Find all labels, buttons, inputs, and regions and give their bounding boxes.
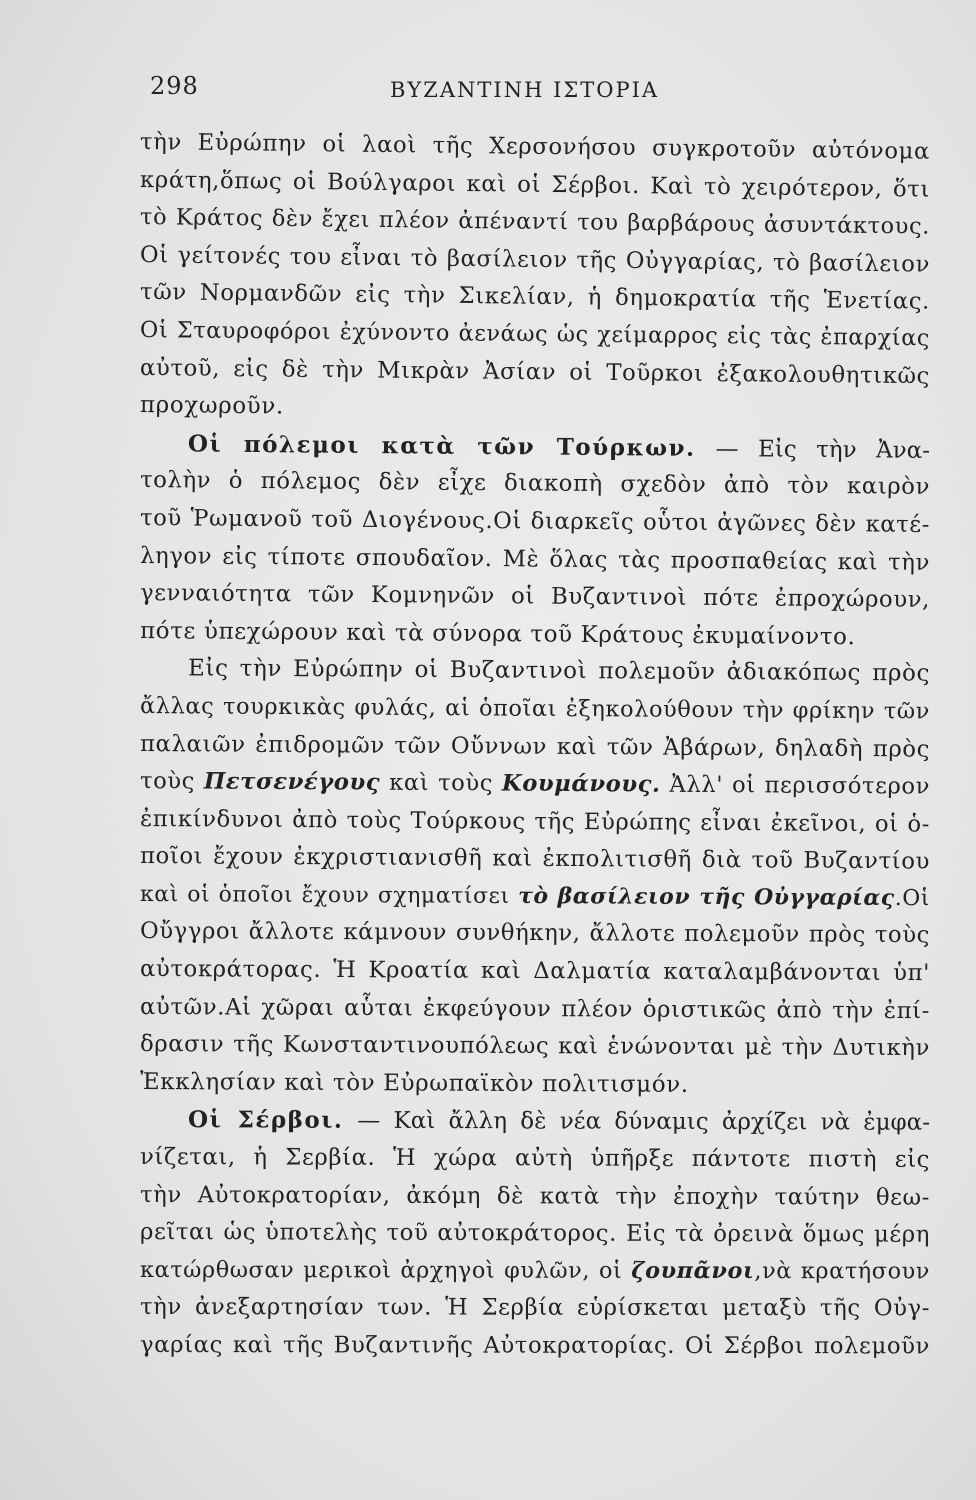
text-line: τὴν ἀνεξαρτησίαν των. Ἡ Σερβία εὑρίσκεται μεταξὺ τῆς Οὐγ- bbox=[139, 1294, 931, 1322]
text-line: ἄλλας τουρκικὰς φυλάς, αἱ ὁποῖαι ἐξηκολούθουν τὴν φρίκην τῶν bbox=[139, 692, 931, 725]
text-line: γαρίας καὶ τῆς Βυζαντινῆς Αὐτοκρατορίας. Οἱ Σέρβοι πολεμοῦν bbox=[139, 1332, 931, 1360]
term-zoupanoi: ζουπᾶνοι bbox=[631, 1257, 755, 1284]
text-line: Εἰς τὴν Εὐρώπην οἱ Βυζαντινοὶ πολεμοῦν ἀδιακόπως πρὸς bbox=[187, 655, 931, 687]
text-line: τολὴν ὁ πόλεμος δὲν εἶχε διακοπὴ σχεδὸν ἀπὸ τὸν καιρὸν bbox=[139, 467, 931, 501]
text-span: τοὺς bbox=[139, 768, 196, 795]
text-line: ρεῖται ὡς ὑποτελὴς τοῦ αὐτοκράτορος. Εἰς τὰ ὀρεινὰ ὅμως μέρη bbox=[139, 1219, 931, 1248]
heading-turks-continuation: — Εἰς τὴν Ἀνα- bbox=[715, 435, 931, 464]
heading-turks-title: Οἱ πόλεμοι κατὰ τῶν Τούρκων. bbox=[187, 430, 696, 462]
body-text bbox=[140, 124, 930, 1365]
text-line: τὸ Κράτος δὲν ἔχει πλέον ἀπέναντί του βαρβάρους ἀσυντάκτους. bbox=[139, 204, 931, 240]
section-heading-serbs bbox=[140, 1101, 930, 1141]
heading-serbs-continuation: — Καὶ ἄλλη δὲ νέα δύναμις ἀρχίζει νὰ ἐμφα- bbox=[357, 1108, 931, 1137]
text-line: προχωροῦν. bbox=[139, 392, 284, 420]
text-line: παλαιῶν ἐπιδρομῶν τῶν Οὔννων καὶ τῶν Ἀβάρων, δηλαδὴ πρὸς bbox=[139, 730, 931, 763]
text-line: Οἱ Σταυροφόροι ἐχύνοντο ἀενάως ὡς χείμαρρος εἰς τὰς ἐπαρχίας bbox=[139, 316, 931, 352]
text-line: αὐτῶν.Αἱ χῶραι αὗται ἐκφεύγουν πλέον ὁριστικῶς ἀπὸ τὴν ἐπί- bbox=[139, 993, 931, 1024]
text-line: ποῖοι ἔχουν ἐκχριστιανισθῆ καὶ ἐκπολιτισθῆ διὰ τοῦ Βυζαντίου bbox=[139, 843, 931, 875]
term-basileion-oungarias: τὸ βασίλειον τῆς Οὐγγαρίας bbox=[518, 882, 895, 911]
text-line: αὐτοκράτορας. Ἡ Κροατία καὶ Δαλματία καταλαμβάνονται ὑπ' bbox=[139, 956, 931, 987]
text-line: γενναιότητα τῶν Κομνηνῶν οἱ Βυζαντινοὶ πότε ἐπροχώρουν, bbox=[139, 580, 931, 614]
text-span: κατώρθωσαν μερικοὶ ἀρχηγοὶ φυλῶν, οἱ bbox=[139, 1256, 623, 1284]
text-line: πότε ὑπεχώρουν καὶ τὰ σύνορα τοῦ Κράτους ἐκυμαίνοντο. bbox=[139, 617, 856, 650]
text-span: .Οἱ bbox=[894, 885, 931, 912]
term-petsenegoi: Πετσενέγους bbox=[203, 768, 381, 796]
text-line: αὐτοῦ, εἰς δὲ τὴν Μικρὰν Ἀσίαν οἱ Τοῦρκοι ἐξακολουθητικῶς bbox=[139, 354, 931, 389]
text-line-petsenegoi bbox=[140, 763, 930, 806]
page-number: 298 bbox=[150, 72, 199, 100]
text-line: τὴν Εὐρώπην οἱ λαοὶ τῆς Χερσονήσου συγκροτοῦν αὐτόνομα bbox=[139, 129, 931, 165]
text-span: καὶ τοὺς bbox=[389, 769, 494, 797]
text-span: καὶ οἱ ὁποῖοι ἔχουν σχηματίσει bbox=[139, 881, 510, 909]
text-line: δρασιν τῆς Κωνσταντινουπόλεως καὶ ἑνώνονται μὲ τὴν Δυτικὴν bbox=[139, 1031, 931, 1062]
text-line: τῶν Νορμανδῶν εἰς τὴν Σικελίαν, ἡ δημοκρατία τῆς Ἑνετίας. bbox=[139, 279, 931, 316]
text-span: ,νὰ κρατήσουν bbox=[754, 1257, 931, 1285]
heading-serbs-title: Οἱ Σέρβοι. bbox=[187, 1106, 344, 1135]
text-line: τοῦ Ῥωμανοῦ τοῦ Διογένους.Οἱ διαρκεῖς οὗτοι ἀγῶνες δὲν κατέ- bbox=[139, 504, 931, 538]
text-line: κράτη,ὅπως οἱ Βούλγαροι καὶ οἱ Σέρβοι. Καὶ τὸ χειρότερον, ὅτι bbox=[139, 166, 931, 203]
text-span: Ἀλλ' οἱ περισσότερον bbox=[669, 771, 931, 800]
text-line: νίζεται, ἡ Σερβία. Ἡ χώρα αὐτὴ ὑπῆρξε πάντοτε πιστὴ εἰς bbox=[139, 1144, 931, 1173]
text-line-basileion bbox=[140, 876, 930, 918]
text-line: Ἐκκλησίαν καὶ τὸν Εὐρωπαϊκὸν πολιτισμόν. bbox=[139, 1068, 689, 1098]
text-line: Οὔγγροι ἄλλοτε κάμνουν συνθήκην, ἄλλοτε πολεμοῦν πρὸς τοὺς bbox=[139, 918, 931, 949]
text-line: τὴν Αὐτοκρατορίαν, ἀκόμη δὲ κατὰ τὴν ἐποχὴν ταύτην θεω- bbox=[139, 1181, 931, 1211]
text-line: ἐπικίνδυνοι ἀπὸ τοὺς Τούρκους τῆς Εὐρώπης εἶναι ἐκεῖνοι, οἱ ὁ- bbox=[139, 805, 931, 838]
text-line-zoupanoi bbox=[140, 1252, 930, 1291]
text-line: ληγον εἰς τίποτε σπουδαῖον. Μὲ ὅλας τὰς προσπαθείας καὶ τὴν bbox=[139, 542, 931, 576]
text-line: Οἱ γείτονές του εἶναι τὸ βασίλειον τῆς Οὐγγαρίας, τὸ βασίλειον bbox=[139, 241, 931, 278]
running-head: ΒΥΖΑΝΤΙΝΗ ΙΣΤΟΡΙΑ bbox=[390, 78, 660, 102]
term-koumanoi: Κουμάνους. bbox=[501, 770, 661, 798]
